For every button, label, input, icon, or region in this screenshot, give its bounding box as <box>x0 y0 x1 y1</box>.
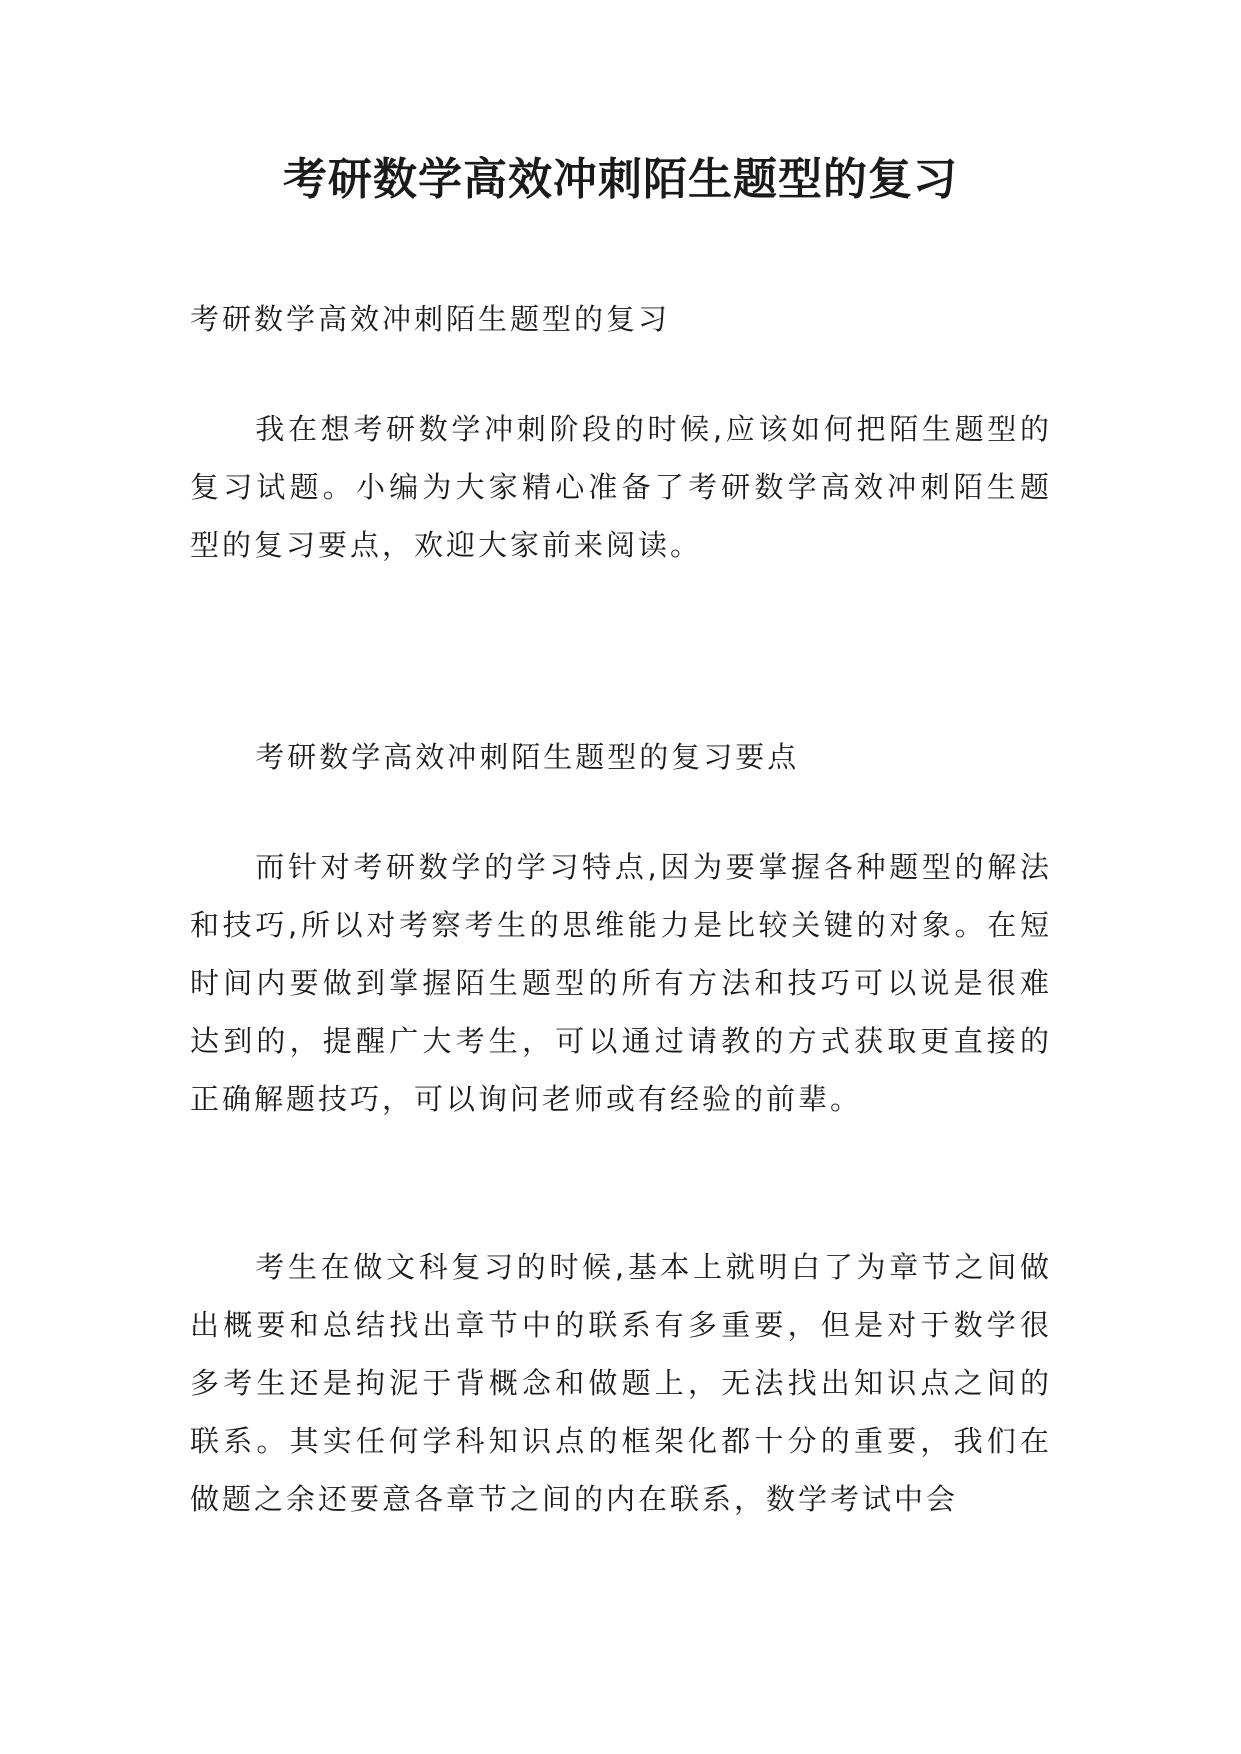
document-title: 考研数学高效冲刺陌生题型的复习 <box>283 154 958 205</box>
document-body <box>190 290 1052 1528</box>
intro-paragraph: 我在想考研数学冲刺阶段的时候,应该如何把陌生题型的复习试题。小编为大家精心准备了考研数学高效冲刺陌生题型的复习要点，欢迎大家前来阅读。 <box>190 412 1052 562</box>
body-paragraph: 而针对考研数学的学习特点,因为要掌握各种题型的解法和技巧,所以对考察考生的思维能力是比较关键的对象。在短时间内要做到掌握陌生题型的所有方法和技巧可以说是很难达到的，提醒广大考生，可以通过请教的方式获取更直接的正确解题技巧，可以询问老师或有经验的前辈。 <box>190 850 1052 1116</box>
body-paragraph: 考生在做文科复习的时候,基本上就明白了为章节之间做出概要和总结找出章节中的联系有多重要，但是对于数学很多考生还是拘泥于背概念和做题上，无法找出知识点之间的联系。其实任何学科知识点的框架化都十分的重要，我们在做题之余还要意各章节之间的内在联系，数学考试中会 <box>190 1250 1052 1516</box>
section-heading: 考研数学高效冲刺陌生题型的复习要点 <box>255 740 800 774</box>
document-subtitle: 考研数学高效冲刺陌生题型的复习 <box>190 302 671 336</box>
